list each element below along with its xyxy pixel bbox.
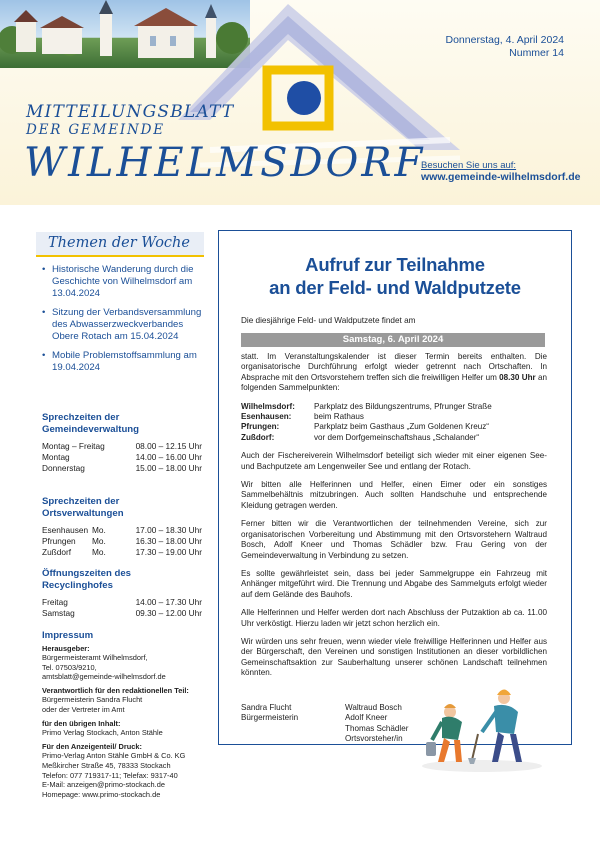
visit-label: Besuchen Sie uns auf: xyxy=(421,160,517,171)
themes-list xyxy=(36,264,206,374)
signer-name: Thomas Schädler xyxy=(345,723,409,733)
article-paragraph xyxy=(241,352,547,394)
themes-title: Themen der Woche xyxy=(36,232,204,257)
signer-name: Sandra Flucht xyxy=(241,703,292,712)
signature-local-heads xyxy=(345,703,408,745)
imprint-content xyxy=(42,719,212,738)
hours-day: Mo. xyxy=(92,547,106,557)
hours-time: 14.00 – 16.00 Uhr xyxy=(135,452,202,462)
table-row xyxy=(42,597,202,608)
masthead-subtitle-2: DER GEMEINDE xyxy=(26,122,165,138)
imprint-line: Bürgermeisteramt Wilhelmsdorf, xyxy=(42,653,148,663)
office-hours-title: Sprechzeiten der Gemeindeverwaltung xyxy=(42,412,140,435)
hours-day: Montag xyxy=(42,452,70,462)
hours-time: 09.30 – 12.00 Uhr xyxy=(135,608,202,618)
issue-number: Nummer 14 xyxy=(509,47,564,59)
recycling-hours-title: Öffnungszeiten des Recyclinghofes xyxy=(42,568,132,591)
article-box xyxy=(218,230,572,745)
meeting-location: beim Rathaus xyxy=(314,412,364,422)
theme-item[interactable]: • Historische Wanderung durch die Geschichte von Wilhelmsdorf am 13.04.2024 xyxy=(36,264,206,300)
meeting-place: Pfrungen: xyxy=(241,422,280,432)
hours-day: Mo. xyxy=(92,536,106,546)
imprint-line: Primo Verlag Stockach, Anton Stähle xyxy=(42,728,163,738)
meeting-location: Parkplatz des Bildungszentrums, Pfrunger Straße xyxy=(314,401,492,411)
website-link[interactable]: www.gemeinde-wilhelmsdorf.de xyxy=(421,171,581,183)
imprint-email[interactable]: E-Mail: anzeigen@primo-stockach.de xyxy=(42,780,165,790)
article-body xyxy=(241,352,547,687)
hours-day: Montag – Freitag xyxy=(42,441,105,451)
imprint-label: für den übrigen Inhalt: xyxy=(42,718,121,728)
article-paragraph: Alle Helferinnen und Helfer werden dort nach Abschluss der Putzaktion ab ca. 11.00 Uhr verköstigt. Hierzu laden wir jetzt schon herzlich ein. xyxy=(241,608,547,628)
table-row xyxy=(42,452,202,463)
table-row xyxy=(42,463,202,474)
hours-time: 17.00 – 18.30 Uhr xyxy=(135,525,202,535)
signer-name: Adolf Kneer xyxy=(345,713,388,723)
imprint-section xyxy=(42,630,212,803)
masthead xyxy=(0,0,600,205)
imprint-line: oder der Vertreter im Amt xyxy=(42,705,125,715)
hours-place: Esenhausen xyxy=(42,525,89,535)
office-hours-table xyxy=(42,441,202,474)
recycling-hours-section xyxy=(42,568,212,619)
imprint-editor xyxy=(42,686,212,715)
masthead-subtitle: MITTEILUNGSBLATT xyxy=(26,102,235,122)
table-row xyxy=(42,608,202,619)
meeting-points-table xyxy=(241,402,492,444)
meeting-place: Zußdorf: xyxy=(241,432,275,442)
cleanup-illustration xyxy=(412,682,542,772)
imprint-label: Für den Anzeigenteil/ Druck: xyxy=(42,741,142,751)
masthead-title: WILHELMSDORF xyxy=(24,140,426,186)
table-row xyxy=(241,402,492,412)
theme-item[interactable]: • Mobile Problemstoffsammlung am 19.04.2024 xyxy=(36,350,206,374)
hours-time: 17.30 – 19.00 Uhr xyxy=(135,547,202,557)
paragraph-text: statt. Im Veranstaltungskalender ist dieser Termin bereits enthalten. Die organisatorische Durchführung erfolgt wieder getrennt nach Ortschaften. In Absprache mit den Ortsvorstehern treffen sich die freiwilligen Helfer um xyxy=(241,352,547,382)
article-paragraph: Auch der Fischereiverein Wilhelmsdorf beteiligt sich wieder mit einer eigenen See- und Bachputzete am Lengenweiler See und entlang der Rotach. xyxy=(241,451,547,471)
article-paragraph: Wir würden uns sehr freuen, wenn wieder viele freiwillige Helferinnen und Helfer aus der Bürgerschaft, den Vereinen und sonstigen Institutionen an dieser vorbildlichen Gemeinschaftsaktion zur Sauberhaltung unserer schönen Landschaft teilnehmen könnten. xyxy=(241,636,547,678)
issue-date: Donnerstag, 4. April 2024 xyxy=(445,34,564,46)
article-intro: Die diesjährige Feld- und Waldputzete findet am xyxy=(241,316,416,325)
imprint-title: Impressum xyxy=(42,630,94,641)
table-row xyxy=(241,433,492,443)
table-row xyxy=(241,422,492,432)
themes-box xyxy=(36,232,206,381)
table-row xyxy=(42,547,202,558)
hours-time: 08.00 – 12.15 Uhr xyxy=(135,441,202,451)
recycling-hours-table xyxy=(42,597,202,619)
article-title xyxy=(219,253,571,299)
theme-item[interactable]: • Sitzung der Verbandsversammlung des Abwasserzweckverbandes Obere Rotach am 15.04.2024 xyxy=(36,307,206,343)
local-hours-section xyxy=(42,496,212,558)
imprint-label: Verantwortlich für den redaktionellen Teil: xyxy=(42,685,189,695)
imprint-publisher xyxy=(42,644,212,682)
hours-day: Mo. xyxy=(92,525,106,535)
imprint-label: Herausgeber: xyxy=(42,643,90,653)
date-banner: Samstag, 6. April 2024 xyxy=(241,333,545,347)
hours-place: Zußdorf xyxy=(42,547,72,557)
table-row xyxy=(241,412,492,422)
hours-time: 16.30 – 18.00 Uhr xyxy=(135,536,202,546)
article-title-line: an der Feld- und Waldputzete xyxy=(269,277,521,298)
meeting-place: Esenhausen: xyxy=(241,412,292,422)
paragraph-text: an folgenden Sammelpunkten: xyxy=(241,372,547,393)
hours-day: Freitag xyxy=(42,597,68,607)
article-paragraph: Es sollte gewährleistet sein, dass bei jeder Sammelgruppe ein Fahrzeug mit Anhänger mitgeführt wird. Die Trennung und Abgabe des Sammelguts erfolgt wieder auf dem Gelände des Bauhofs. xyxy=(241,568,547,599)
signer-name: Waltraud Bosch xyxy=(345,703,402,712)
signer-role: Ortsvorsteher/in xyxy=(345,734,403,744)
signature-mayor xyxy=(241,703,298,724)
hours-time: 15.00 – 18.00 Uhr xyxy=(135,463,202,473)
article-paragraph: Ferner bitten wir die Verantwortlichen der teilnehmenden Vereine, sich zur organisatorischen Vorbereitung und Abstimmung mit den Ortsvorstehern Waltraud Bosch, Adolf Kneer und Thomas Schädler bzw. Frau Gering von der Gemeindeverwaltung in Verbindung zu setzen. xyxy=(241,519,547,560)
signer-role: Bürgermeisterin xyxy=(241,713,299,723)
meeting-time: 08.30 Uhr xyxy=(499,372,536,382)
article-paragraph: Wir bitten alle Helferinnen und Helfer, einen Eimer oder ein sonstiges Sammelbehältnis mitzubringen. Auch sollten Handschuhe und entsprechende Kleidung getragen werden. xyxy=(241,480,547,510)
meeting-location: vor dem Dorfgemeinschaftshaus „Schalander“ xyxy=(314,432,480,442)
imprint-homepage[interactable]: Homepage: www.primo-stockach.de xyxy=(42,789,161,799)
imprint-line: Tel. 07503/9210, xyxy=(42,662,97,672)
meeting-place: Wilhelmsdorf: xyxy=(241,401,295,411)
hours-time: 14.00 – 17.30 Uhr xyxy=(135,597,202,607)
table-row xyxy=(42,525,202,536)
imprint-line: Meßkircher Straße 45, 78333 Stockach xyxy=(42,761,171,771)
office-hours-section xyxy=(42,412,212,474)
imprint-line: Bürgermeisterin Sandra Flucht xyxy=(42,695,143,705)
local-hours-title: Sprechzeiten der Ortsverwaltungen xyxy=(42,496,124,519)
imprint-line: Primo-Verlag Anton Stähle GmbH & Co. KG xyxy=(42,751,186,761)
imprint-email[interactable]: amtsblatt@gemeinde-wilhelmsdorf.de xyxy=(42,672,166,682)
imprint-ads xyxy=(42,742,212,800)
hours-day: Donnerstag xyxy=(42,463,85,473)
article-title-line: Aufruf zur Teilnahme xyxy=(305,254,485,275)
local-hours-table xyxy=(42,525,202,558)
hours-day: Samstag xyxy=(42,608,75,618)
meeting-location: Parkplatz beim Gasthaus „Zum Goldenen Kreuz“ xyxy=(314,422,489,432)
imprint-line: Telefon: 077 719317-11; Telefax: 9317-40 xyxy=(42,770,178,780)
table-row xyxy=(42,441,202,452)
table-row xyxy=(42,536,202,547)
hours-place: Pfrungen xyxy=(42,536,76,546)
